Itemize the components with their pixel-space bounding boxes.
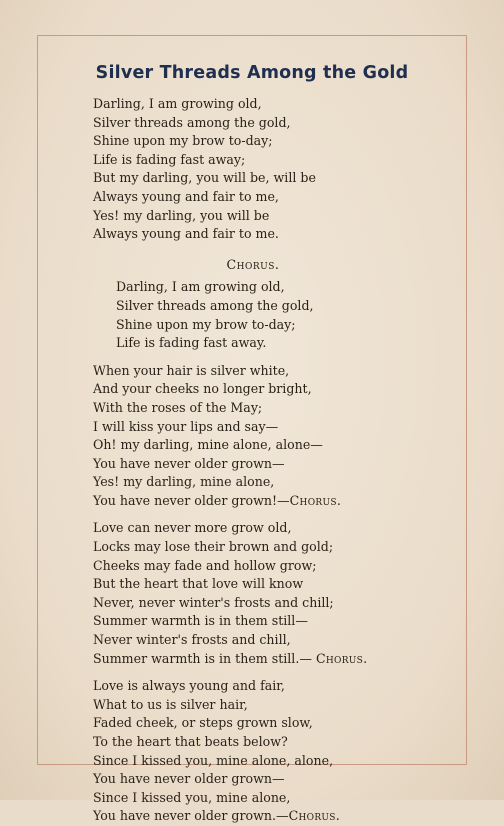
- poem-line: And your cheeks no longer bright,: [93, 381, 312, 397]
- stanza-gap: [93, 510, 453, 519]
- poem-line: Never, never winter's frosts and chill;: [93, 594, 334, 610]
- line-text: You have never older grown!—: [93, 492, 290, 508]
- chorus-reference: Chorus.: [288, 808, 341, 824]
- line-text: Summer warmth is in them still.—: [93, 650, 316, 666]
- poem-line: Always young and fair to me,: [93, 188, 279, 204]
- chorus-line: Silver threads among the gold,: [116, 297, 314, 313]
- line-text: You have never older grown.—: [93, 808, 289, 824]
- poem-line: Love can never more grow old,: [93, 520, 292, 536]
- poem-line: Yes! my darling, mine alone,: [93, 474, 275, 490]
- stanza-4: [93, 677, 453, 826]
- poem-line: Faded cheek, or steps grown slow,: [93, 715, 313, 731]
- poem-line: Yes! my darling, you will be: [93, 207, 270, 223]
- stanza-3: [93, 519, 453, 668]
- chorus-heading: Chorus.: [226, 256, 280, 272]
- poem-line: I will kiss your lips and say—: [93, 418, 279, 434]
- poem-line: Always young and fair to me.: [93, 226, 279, 242]
- stanza-gap: [93, 668, 453, 677]
- poem-line: Shine upon my brow to-day;: [93, 133, 273, 149]
- chorus-reference: Chorus.: [289, 492, 342, 508]
- poem-line: You have never older grown—: [93, 771, 285, 787]
- stanza-2: [93, 362, 453, 511]
- poem-line: Oh! my darling, mine alone, alone—: [93, 437, 323, 453]
- poem-line: Locks may lose their brown and gold;: [93, 539, 334, 555]
- poem-line: With the roses of the May;: [93, 399, 263, 415]
- poem-line: But my darling, you will be, will be: [93, 170, 316, 186]
- poem-line: Since I kissed you, mine alone, alone,: [93, 752, 334, 768]
- poem-body: [93, 95, 453, 826]
- chorus-line: Darling, I am growing old,: [116, 279, 285, 295]
- poem-line: You have never older grown—: [93, 455, 285, 471]
- chorus: [93, 278, 453, 352]
- chorus-line: Shine upon my brow to-day;: [116, 316, 296, 332]
- poem-line: Since I kissed you, mine alone,: [93, 789, 291, 805]
- poem-line: Darling, I am growing old,: [93, 96, 262, 111]
- poem-line: Never winter's frosts and chill,: [93, 632, 291, 648]
- poem-line: [93, 650, 453, 669]
- poem-line: When your hair is silver white,: [93, 362, 290, 378]
- poem-line: Summer warmth is in them still—: [93, 613, 308, 629]
- poem-line: What to us is silver hair,: [93, 696, 248, 712]
- poem-line: [93, 807, 453, 826]
- chorus-line: Life is fading fast away.: [116, 335, 267, 351]
- stanza-1: [93, 95, 453, 244]
- poem-line: Love is always young and fair,: [93, 678, 285, 694]
- poem-line: [93, 492, 453, 511]
- poem-line: To the heart that beats below?: [93, 734, 288, 749]
- chorus-reference: Chorus.: [315, 650, 368, 666]
- poem-title: Silver Threads Among the Gold: [95, 63, 409, 83]
- poem-line: But the heart that love will know: [93, 576, 304, 592]
- poem-line: Life is fading fast away;: [93, 151, 246, 167]
- poem-line: Silver threads among the gold,: [93, 114, 291, 130]
- poem-line: Cheeks may fade and hollow grow;: [93, 557, 317, 573]
